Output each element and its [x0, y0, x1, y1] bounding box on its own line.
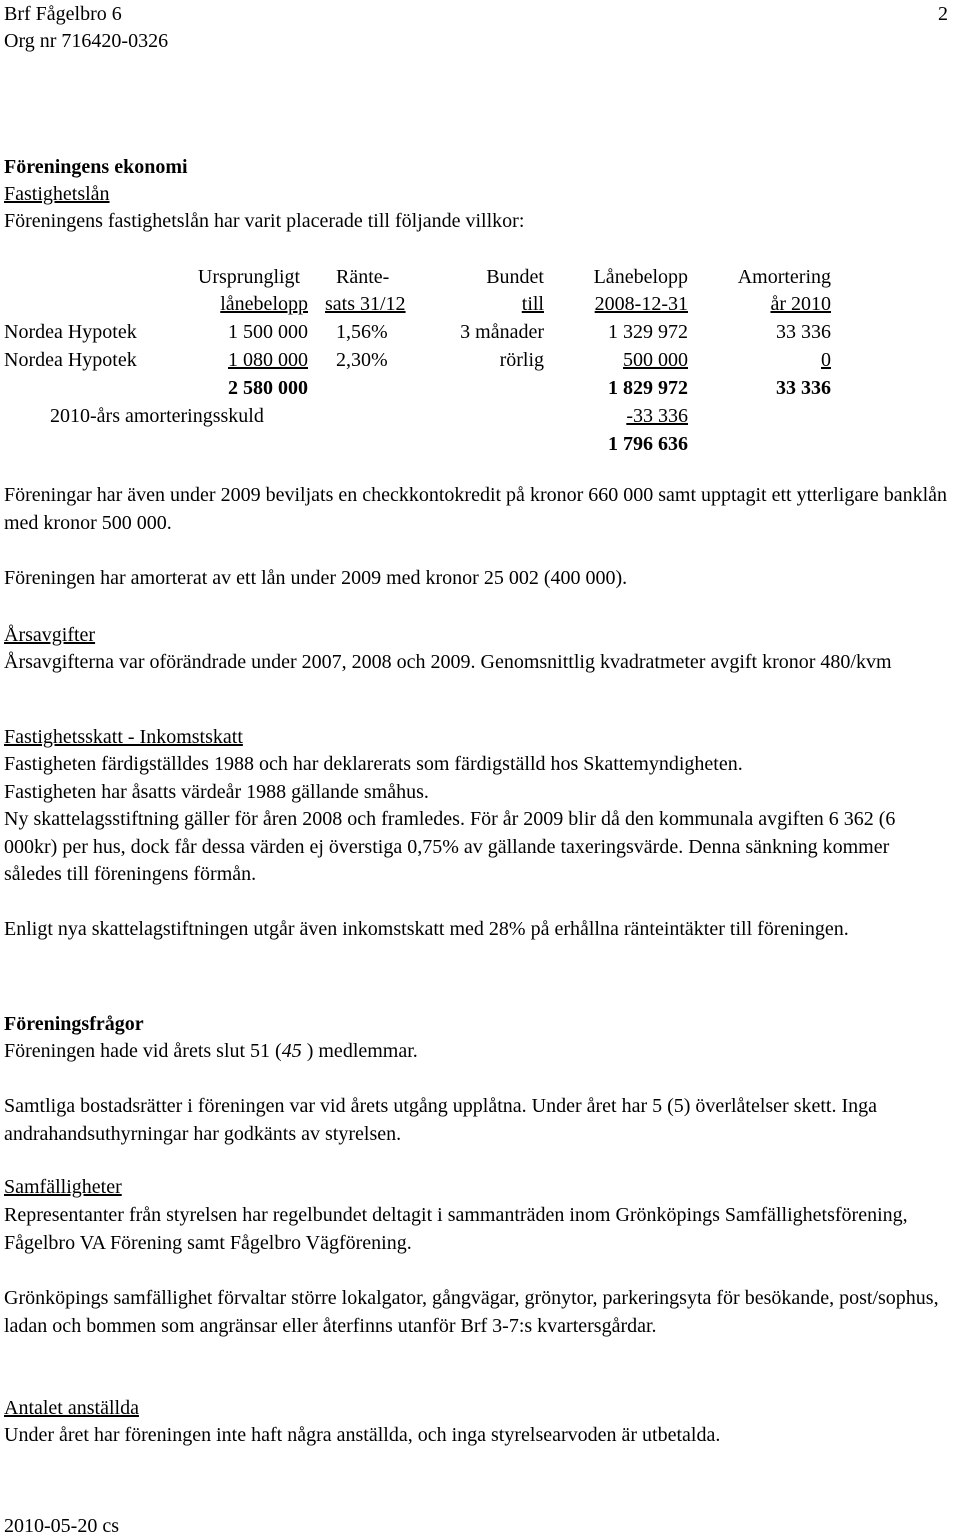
- total-amort: 33 336: [776, 377, 831, 399]
- total-amount: 1 829 972: [608, 377, 688, 399]
- tax-subheading: Fastighetsskatt - Inkomstskatt: [4, 726, 243, 748]
- table-row-1-lender: Nordea Hypotek: [4, 321, 137, 343]
- table-row-1-fixed: 3 månader: [460, 321, 544, 343]
- joint-text-2: Grönköpings samfällighet förvaltar större lokalgator, gångvägar, grönytor, parkeringsyta för besökande, post/sophus, ladan och bommen som angränsar eller återfinns utanför Brf 3-7:s kvartersgårdar.: [4, 1287, 939, 1337]
- header-amort-1: Amortering: [737, 266, 831, 288]
- rights-paragraph: Samtliga bostadsrätter i föreningen var vid årets utgång upplåtna. Under året har 5 (5) överlåtelser skett. Inga andrahandsuthyrningar har godkänts av styrelsen.: [4, 1095, 878, 1145]
- org-name: Brf Fågelbro 6: [4, 3, 122, 25]
- tax-line-1: Fastigheten färdigställdes 1988 och har deklarerats som färdigställd hos Skattemyndigheten.: [4, 753, 743, 775]
- amortized-paragraph: Föreningen har amorterat av ett lån under 2009 med kronor 25 002 (400 000).: [4, 567, 628, 589]
- income-tax-paragraph: Enligt nya skattelagstiftningen utgår även inkomstskatt med 28% på erhållna ränteintäkter till föreningen.: [4, 918, 849, 940]
- table-row-2-amort: 0: [821, 349, 831, 371]
- loans-intro: Föreningens fastighetslån har varit placerade till följande villkor:: [4, 210, 525, 232]
- header-rate-1: Ränte-: [336, 266, 390, 288]
- loans-subheading: Fastighetslån: [4, 183, 110, 205]
- tax-paragraph: Ny skattelagsstiftning gäller för åren 2008 och framledes. För år 2009 blir då den kommunala avgiften 6 362 (6 000kr) per hus, dock får dessa värden ej överstiga 0,75% av gällande taxeringsvärde. Denna sänkning kommer således till föreningens förmån.: [4, 808, 896, 885]
- joint-subheading: Samfälligheter: [4, 1176, 122, 1198]
- members-text: [4, 1038, 418, 1066]
- amortization-debt-label: 2010-års amorteringsskuld: [50, 405, 264, 427]
- economy-heading: Föreningens ekonomi: [4, 156, 188, 178]
- header-amount-2: 2008-12-31: [594, 293, 688, 315]
- members-previous: 45: [281, 1040, 302, 1062]
- table-row-1-amort: 33 336: [776, 321, 831, 343]
- header-fixed-2: till: [521, 293, 544, 315]
- table-row-2-amount: 500 000: [623, 349, 688, 371]
- header-original-1: Ursprungligt: [197, 266, 301, 288]
- amortization-debt-value: -33 336: [626, 405, 688, 427]
- header-amort-2: år 2010: [770, 293, 831, 315]
- footer-date-signature: 2010-05-20 cs: [4, 1515, 119, 1537]
- table-row-1-amount: 1 329 972: [608, 321, 688, 343]
- staff-text: Under året har föreningen inte haft några anställda, och inga styrelsearvoden är utbetalda.: [4, 1424, 721, 1446]
- header-original-2: lånebelopp: [220, 293, 308, 315]
- table-row-2-lender: Nordea Hypotek: [4, 349, 137, 371]
- net-total: 1 796 636: [608, 433, 688, 455]
- tax-line-2: Fastigheten har åsatts värdeår 1988 gällande småhus.: [4, 781, 429, 803]
- total-original: 2 580 000: [228, 377, 308, 399]
- header-amount-1: Lånebelopp: [593, 266, 688, 288]
- table-row-2-rate: 2,30%: [336, 349, 388, 371]
- page-number: 2: [938, 3, 948, 25]
- table-row-2-original: 1 080 000: [228, 349, 308, 371]
- fees-text: Årsavgifterna var oförändrade under 2007, 2008 och 2009. Genomsnittlig kvadratmeter avgift kronor 480/kvm: [4, 651, 892, 673]
- association-heading: Föreningsfrågor: [4, 1013, 144, 1035]
- header-rate-2: sats 31/12: [325, 293, 406, 315]
- members-suffix: ) medlemmar.: [301, 1040, 418, 1062]
- org-number: Org nr 716420-0326: [4, 30, 169, 52]
- members-prefix: Föreningen hade vid årets slut 51 (: [4, 1040, 282, 1062]
- table-row-1-rate: 1,56%: [336, 321, 388, 343]
- table-row-2-fixed: rörlig: [499, 349, 544, 371]
- fees-subheading: Årsavgifter: [4, 624, 96, 646]
- joint-text-1: Representanter från styrelsen har regelbundet deltagit i sammanträden inom Grönköpings Samfällighetsförening, Fågelbro VA Förening samt Fågelbro Vägförening.: [4, 1204, 908, 1254]
- table-row-1-original: 1 500 000: [228, 321, 308, 343]
- staff-subheading: Antalet anställda: [4, 1397, 139, 1419]
- credit-paragraph: Föreningar har även under 2009 beviljats en checkkontokredit på kronor 660 000 samt upptagit ett ytterligare banklån med kronor 500 000.: [4, 484, 948, 534]
- header-fixed-1: Bundet: [486, 266, 544, 288]
